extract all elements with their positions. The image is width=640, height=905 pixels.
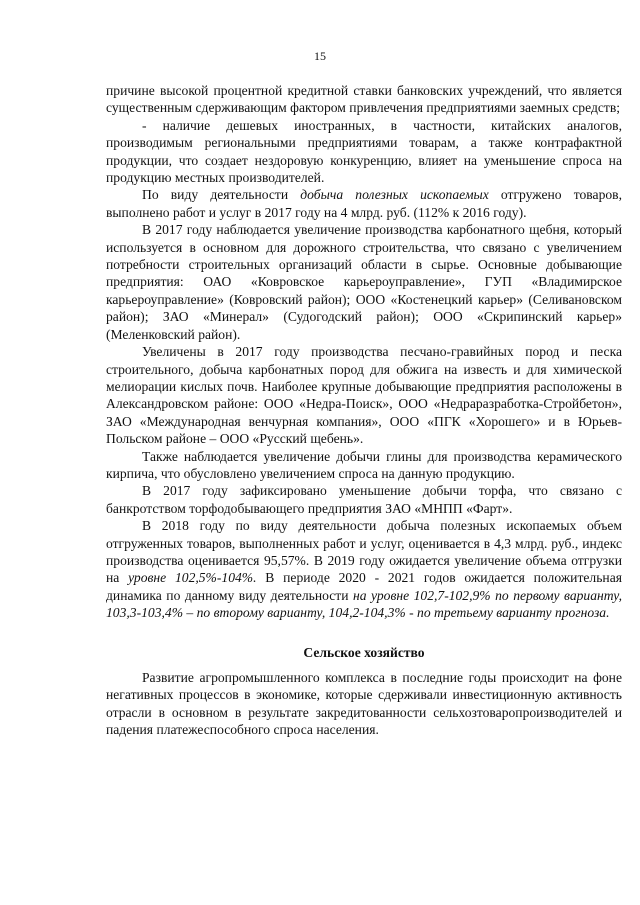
page-number: 15 <box>314 49 326 63</box>
paragraph: причине высокой процентной кредитной ставки банковских учреждений, что является существенным сдерживающим фактором привлечения предприятиями заемных средств; <box>106 83 622 116</box>
paragraph: - наличие дешевых иностранных, в частности, китайских аналогов, производимым региональными предприятиями товарам, а также контрафактной продукции, что создает нездоровую конкуренцию, влияет на уменьшение спроса на продукцию местных производителей. <box>106 117 622 186</box>
section-heading: Сельское хозяйство <box>303 644 425 660</box>
paragraph: В 2017 году наблюдается увеличение производства карбонатного щебня, который используется в основном для дорожного строительства, что связано с увеличением потребности строительных организаций области в сырье. Основные добывающие предприятия: ОАО «Ковровское карьероуправление», ГУП «Владимирское карьероуправление» (Ковровский район); ООО «Костенецкий карьер» (Селивановском район); ЗАО «Минерал» (Судогодский район); ООО «Скрипинский карьер» (Меленковский район). <box>106 222 622 342</box>
paragraph: В 2018 году по виду деятельности добыча полезных ископаемых объем отгруженных товаров, выполненных работ и услуг, оценивается в 4,3 млрд. руб., индекс производства оценивается 95,57%. В 2019 году ожидается увеличение объема отгрузки на уровне 102,5%-104%. В периоде 2020 - 2021 годов ожидается положительная динамика по данному виду деятельности на уровне 102,7-102,9% по первому варианту, 103,3-103,4% – по второму варианту, 104,2-104,3% - по третьему варианту прогноза. <box>106 518 622 621</box>
emphasis: добыча полезных ископаемых <box>300 187 489 203</box>
paragraph: В 2017 году зафиксировано уменьшение добычи торфа, что связано с банкротством торфодобывающего предприятия ЗАО «МНПП «Фарт». <box>106 483 622 516</box>
paragraph: Развитие агропромышленного комплекса в последние годы происходит на фоне негативных процессов в экономике, которые сдерживали инвестиционную активность отрасли в основном в результате закредитованности сельхозтоваропроизводителей и падения платежеспособного спроса населения. <box>106 670 622 738</box>
paragraph: Увеличены в 2017 году производства песчано-гравийных пород и песка строительного, добыча карбонатных пород для обжига на известь и для химической мелиорации кислых почв. Наиболее крупные добывающие предприятия расположены в Александровском районе: ООО «Недра-Поиск», ООО «Недраразработка-Стройбетон», ЗАО «Международная венчурная компания», ООО «ПГК «Хорошего» и в Юрьев-Польском районе – ООО «Русский щебень». <box>106 344 622 447</box>
paragraph: По виду деятельности добыча полезных ископаемых отгружено товаров, выполнено работ и услуг в 2017 году на 4 млрд. руб. (112% к 2016 году). <box>106 187 622 220</box>
emphasis: на уровне 102,7-102,9% по первому варианту, 103,3-103,4% – по второму варианту, 104,2-104,3% - по третьему варианту прогноза. <box>106 587 622 621</box>
document-body <box>106 82 622 739</box>
emphasis: уровне 102,5%-104%. <box>128 570 257 586</box>
paragraph: Также наблюдается увеличение добычи глины для производства керамического кирпича, что обусловлено увеличением спроса на данную продукцию. <box>106 448 622 481</box>
